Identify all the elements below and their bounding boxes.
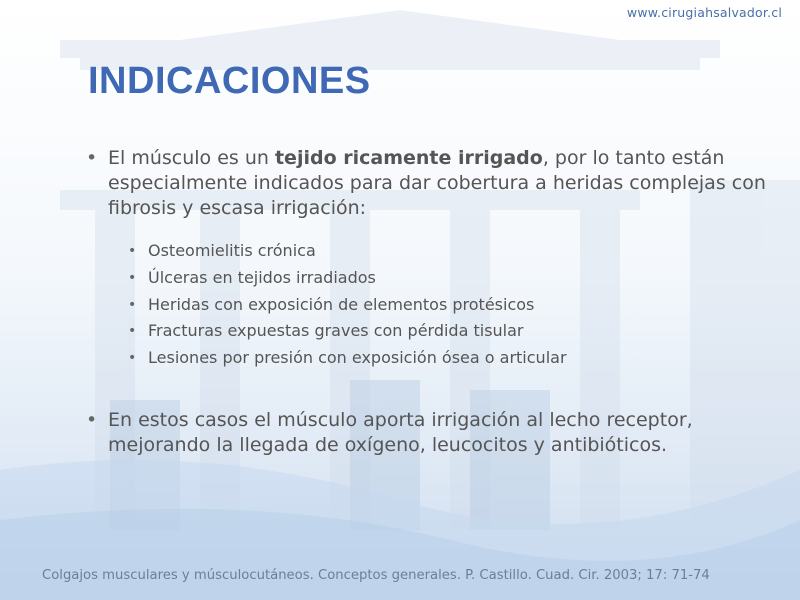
sub-bullet-item: • Lesiones por presión con exposición ósea o articular — [128, 345, 774, 372]
bullet-main-2 — [84, 408, 774, 458]
slide-title: INDICACIONES — [88, 60, 371, 102]
sub-bullet-item: • Osteomielitis crónica — [128, 238, 774, 265]
sub-bullet-item: • Fracturas expuestas graves con pérdida tisular — [128, 318, 774, 345]
slide-body — [84, 146, 774, 458]
bullet-1-text-post: , por lo tanto están especialmente indicados para dar cobertura a heridas complejas con fibrosis y escasa irrigación: — [108, 147, 766, 219]
sub-bullet-list — [84, 238, 774, 372]
sub-bullet-item: • Heridas con exposición de elementos protésicos — [128, 292, 774, 319]
bullet-2-text: En estos casos el músculo aporta irrigación al lecho receptor, mejorando la llegada de oxígeno, leucocitos y antibióticos. — [108, 408, 693, 456]
bullet-1-text-pre: El músculo es un — [108, 147, 275, 169]
bullet-main-1 — [84, 146, 774, 221]
sub-bullet-item: • Úlceras en tejidos irradiados — [128, 265, 774, 292]
footer-citation: Colgajos musculares y músculocutáneos. Conceptos generales. P. Castillo. Cuad. Cir. 2003; 17: 71-74 — [42, 568, 710, 583]
website-url[interactable]: www.cirugiahsalvador.cl — [626, 5, 782, 20]
bullet-1-text-bold: tejido ricamente irrigado — [274, 147, 543, 169]
